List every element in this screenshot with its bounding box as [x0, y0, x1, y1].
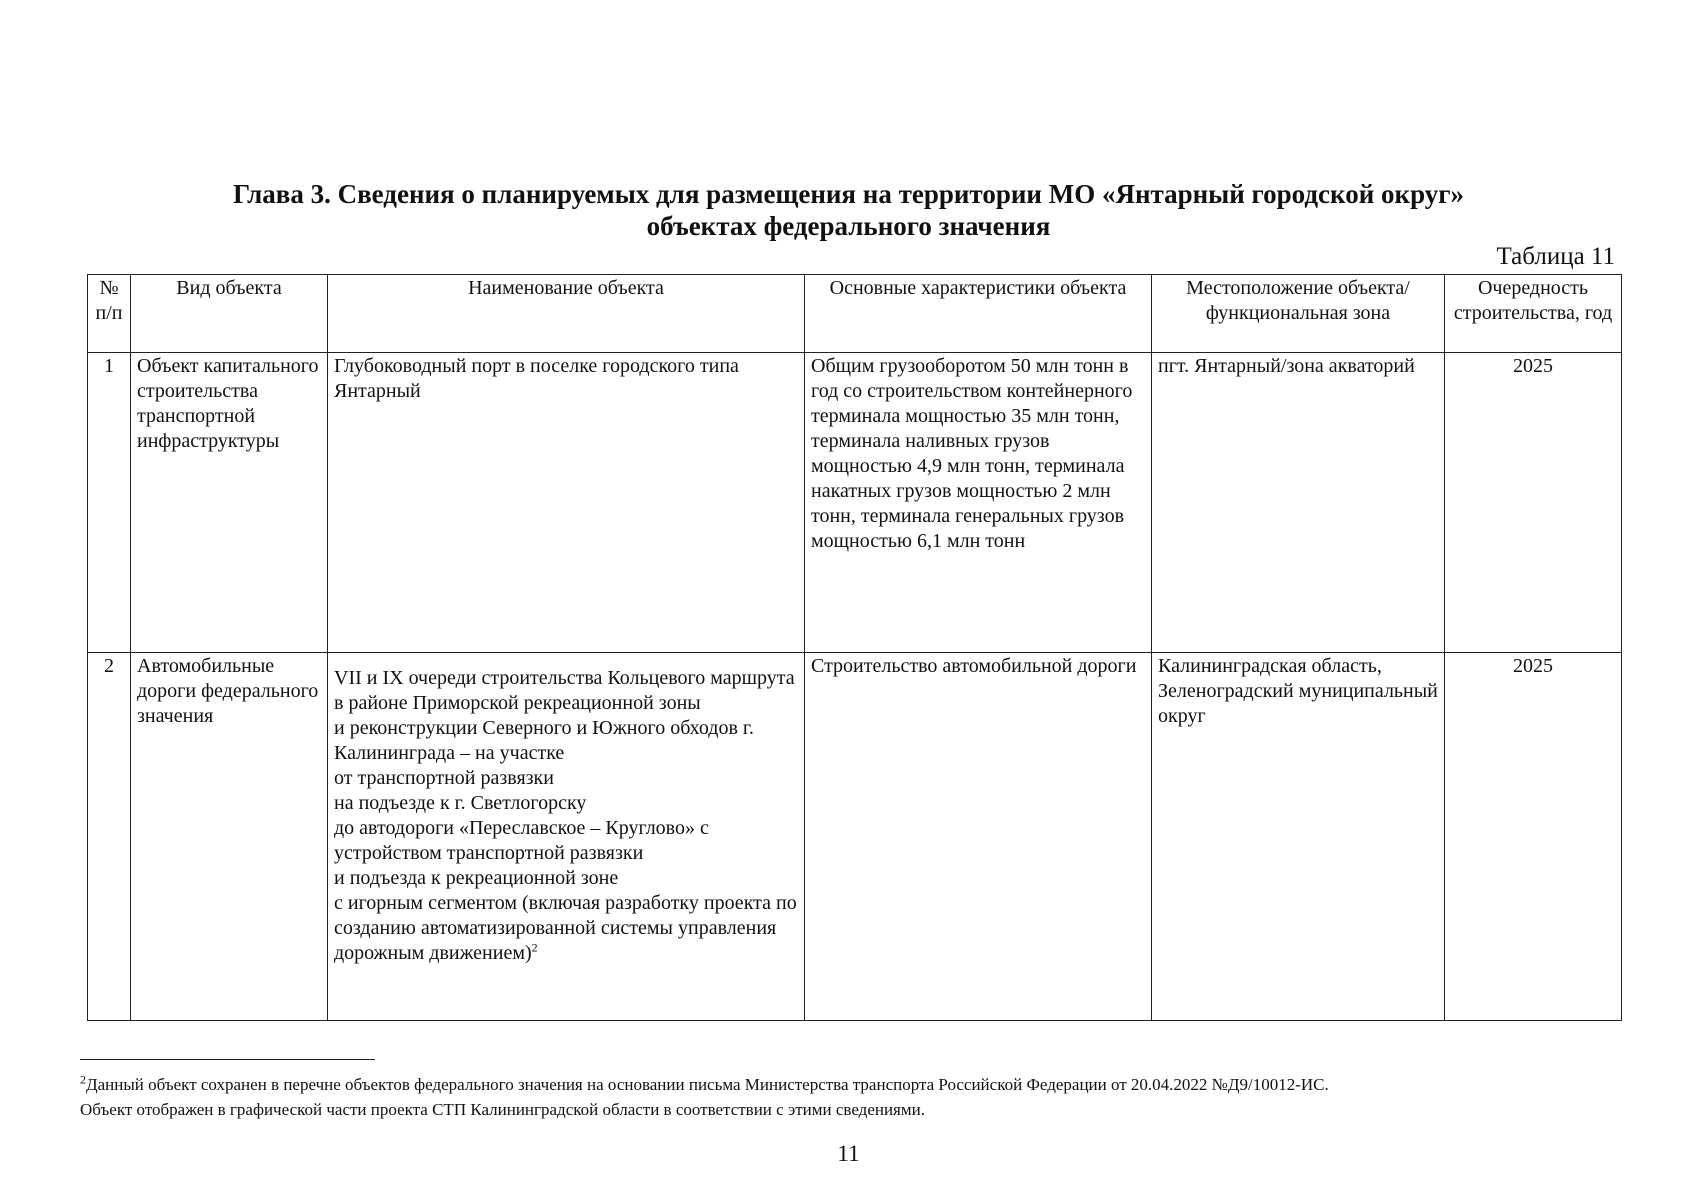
row-1-year: 2025: [1445, 353, 1622, 653]
row-1-num: 1: [88, 353, 131, 653]
footnote-divider: [80, 1059, 375, 1060]
header-characteristics: Основные характеристики объекта: [805, 275, 1152, 353]
footnote-line-1: Данный объект сохранен в перечне объектов федерального значения на основании письма Министерства транспорта Российской Федерации от 20.04.2022 №Д9/10012-ИС.: [86, 1075, 1329, 1094]
federal-objects-table: [87, 274, 1622, 1021]
row-1-name: Глубоководный порт в поселке городского типа Янтарный: [328, 353, 805, 653]
row-2-name-cell: [328, 653, 805, 1021]
row-2-year: 2025: [1445, 653, 1622, 1021]
header-num: № п/п: [88, 275, 131, 353]
header-type: Вид объекта: [131, 275, 328, 353]
row-1-characteristics: Общим грузооборотом 50 млн тонн в год со строительством контейнерного терминала мощностью 35 млн тонн, терминала наливных грузов мощностью 4,9 млн тонн, терминала накатных грузов мощностью 2 млн тонн, терминала генеральных грузов мощностью 6,1 млн тонн: [805, 353, 1152, 653]
title-line-1: Глава 3. Сведения о планируемых для размещения на территории МО «Янтарный городской округ»: [232, 179, 1465, 209]
footnote: [80, 1072, 1640, 1122]
table-row: [88, 353, 1622, 653]
row-1-type: Объект капитального строительства транспортной инфраструктуры: [131, 353, 328, 653]
footnote-mark: 2: [80, 1072, 86, 1087]
page-number: 11: [837, 1141, 860, 1166]
title-line-2: объектах федерального значения: [646, 211, 1051, 241]
page-title: [80, 178, 1617, 242]
row-2-location: Калининградская область, Зеленоградский муниципальный округ: [1152, 653, 1445, 1021]
row-2-characteristics: Строительство автомобильной дороги: [805, 653, 1152, 1021]
table-row: [88, 653, 1622, 1021]
row-2-num: 2: [88, 653, 131, 1021]
header-year: Очередность строительства, год: [1445, 275, 1622, 353]
header-location: Местоположение объекта/функциональная зона: [1152, 275, 1445, 353]
row-1-location: пгт. Янтарный/зона акваторий: [1152, 353, 1445, 653]
header-name: Наименование объекта: [328, 275, 805, 353]
footnote-line-2: Объект отображен в графической части проекта СТП Калининградской области в соответствии с этими сведениями.: [80, 1100, 925, 1119]
row-2-name: VII и IX очереди строительства Кольцевого маршрута в районе Приморской рекреационной зоны и реконструкции Северного и Южного обходов г. Калининграда – на участке от транспортной развязки на подъезде к г. Светлогорску до автодороги «Переславское – Круглово» с устройством транспортной развязки и подъезда к рекреационной зоне с игорным сегментом (включая разработку проекта по созданию автоматизированной системы управления дорожным движением): [334, 667, 797, 964]
row-2-type: Автомобильные дороги федерального значения: [131, 653, 328, 1021]
table-header-row: [88, 275, 1622, 353]
table-label: Таблица 11: [1496, 243, 1615, 270]
footnote-reference: 2: [531, 940, 538, 955]
